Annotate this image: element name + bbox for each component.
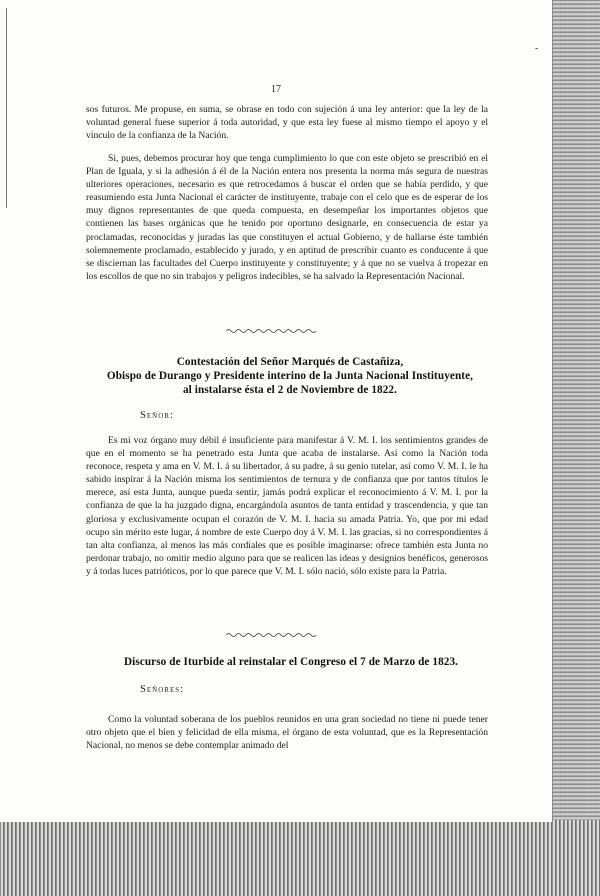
wavy-divider-1 (226, 328, 316, 334)
section-heading-2: Discurso de Iturbide al reinstalar el Congreso el 7 de Marzo de 1823. (123, 656, 459, 668)
heading-1-line-3: al instalarse ésta el 2 de Noviembre de 1822. (182, 384, 398, 396)
section-heading-1 (70, 355, 510, 397)
margin-rule (6, 8, 7, 208)
paragraph-discurso: Como la voluntad soberana de los pueblos reunidos en una gran sociedad no tiene ni puede tener otro objeto que el bien y felicidad de ella misma, el órgano de esta voluntad, que es la Representación Nacional, no menos se debe contemplar animado del (86, 714, 488, 752)
heading-1-line-1: Contestación del Señor Marqués de Castañiza, (176, 356, 404, 368)
salutation-senor: Señor: (140, 410, 174, 421)
paragraph-iguala: Si, pues, debemos procurar hoy que tenga cumplimiento lo que con este objeto se prescribió en el Plan de Iguala, y si la adhesión á él de la Nación entera nos presenta la norma más segura de nuestras ulteriores operaciones, necesario es que retrocedamos á buscar el orden que se había perdido, y que reasumiendo esta Junta Nacional el carácter de instituyente, trabaje con el celo que es de esperar de los muy dignos representantes de que queda compuesta, en desempeñar los importantes objetos que contienen las bases orgánicas que he tenido por oportuno designarle, en consecuencia de estar ya proclamadas, reconocidas y juradas las que constituyen el actual Gobierno, y de hallarse éste también solemnemente proclamado, establecido y jurado, y en aptitud de prescribir cuanto es conducente á que se disciernan las facultades del Cuerpo instituyente y constituyente; y á que no se vuelva á tropezar en los escollos de que no sin trabajos y peligros indecibles, se ha salvado la Representación Nacional. (86, 153, 488, 282)
salutation-senores: Señores: (140, 684, 185, 695)
scan-mark: - (535, 43, 539, 54)
paragraph-contestacion: Es mi voz órgano muy débil é insuficiente para manifestar á V. M. I. los sentimientos grandes de que en el momento se ha penetrado esta Junta que acaba de instalarse. Así como la Nación toda reconoce, respeta y ama en V. M. I. á su libertador, á su padre, á su genio tutelar, así como V. M. I. le ha sabido inspirar á la Nación misma los sentimientos de ternura y de confianza que por tantos títulos le merece, así esta Junta, aunque pueda sentir, jamás podrá explicar el reconocimiento á V. M. I. por la confianza de que la ha juzgado digna, encargándola asuntos de tanta entidad y trascendencia, y que tan gloriosa y exclusivamente ocupan el corazón de V. M. I. hacia su amada Patria. Yo, que por mi edad ocupo sin mérito este lugar, á nombre de este Cuerpo doy á V. M. I. las gracias, si no correspondientes á tan alta confianza, al menos las más cordiales que es posible imaginarse: ofrece también esta Junta no perdonar trabajo, no omitir medio alguno para que se realicen las ideas y designios benéficos, generosos y á todas luces patrióticos, por lo que parece que V. M. I. sólo nació, sólo existe para la Patria. (86, 435, 488, 577)
heading-1-line-2: Obispo de Durango y Presidente interino de la Junta Nacional Instituyente, (106, 370, 474, 382)
scan-edge-bottom (0, 820, 600, 896)
wavy-divider-2 (226, 632, 316, 638)
scan-edge-right (550, 0, 600, 896)
paragraph-continuation: sos futuros. Me propuse, en suma, se obrase en todo con sujeción á una ley anterior: que la ley de la voluntad general fuese superior á toda autoridad, y que esta ley fuese al mismo tiempo el apoyo y el vínculo de la confianza de la Nación. (86, 104, 488, 142)
page-number: 17 (271, 84, 281, 95)
